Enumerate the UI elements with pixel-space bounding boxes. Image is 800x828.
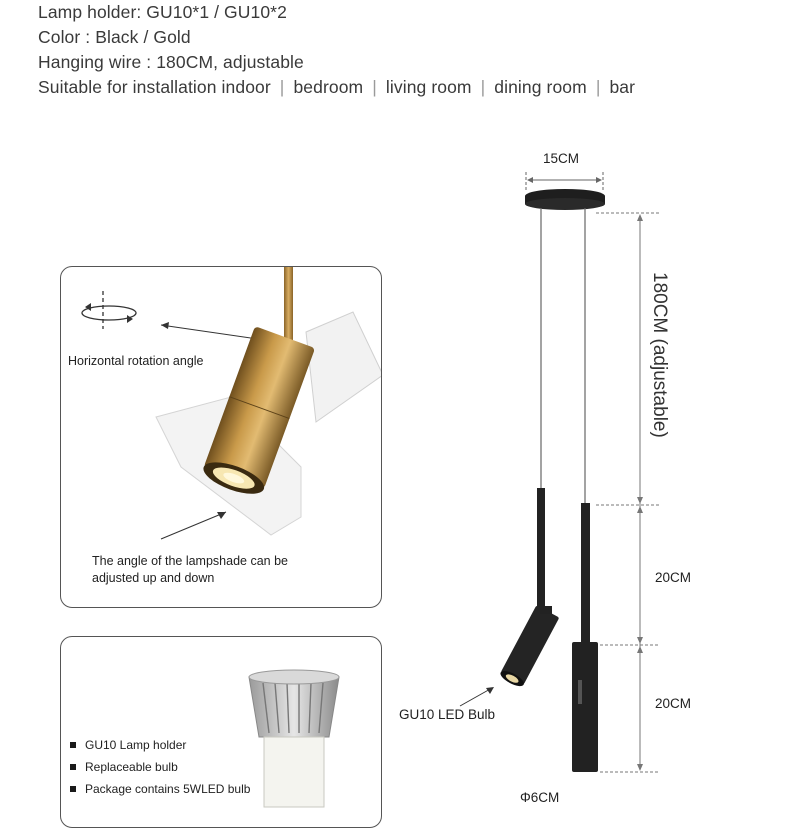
right-pendant-rod	[581, 503, 590, 645]
feature-package-contents-text: Package contains 5WLED bulb	[85, 782, 251, 796]
horizontal-rotation-label: Horizontal rotation angle	[68, 354, 204, 368]
left-pendant-head	[498, 605, 559, 689]
spec-room-bedroom: bedroom	[293, 77, 364, 97]
spec-suitable-prefix: Suitable for installation indoor	[38, 77, 271, 97]
left-pendant-rod	[537, 488, 545, 613]
spec-room-dining-room: dining room	[494, 77, 587, 97]
feature-replaceable-bulb-text: Replaceable bulb	[85, 760, 178, 774]
width-dimension-label: 15CM	[543, 151, 580, 166]
spec-hanging-wire: Hanging wire : 180CM, adjustable	[38, 52, 304, 72]
diameter-dimension-label: Φ6CM	[520, 790, 560, 805]
feature-gu10-holder-text: GU10 Lamp holder	[85, 738, 187, 752]
right-pendant-body	[572, 642, 598, 772]
lower-body-dimension-label: 20CM	[655, 696, 692, 711]
upper-body-dimension-label: 20CM	[655, 570, 692, 585]
spec-color: Color : Black / Gold	[38, 27, 191, 47]
spec-lamp-holder: Lamp holder: GU10*1 / GU10*2	[38, 2, 287, 22]
lampshade-angle-label: The angle of the lampshade can be adjusted up and down	[92, 554, 288, 585]
bulb-type-label: GU10 LED Bulb	[399, 707, 496, 722]
spec-room-living-room: living room	[385, 77, 472, 97]
spec-room-bar: bar	[609, 77, 636, 97]
spec-suitable: Suitable for installation indoor | bedroom | living room | dining room | bar	[38, 77, 636, 97]
wire-length-label: 180CM (adjustable)	[649, 272, 670, 438]
